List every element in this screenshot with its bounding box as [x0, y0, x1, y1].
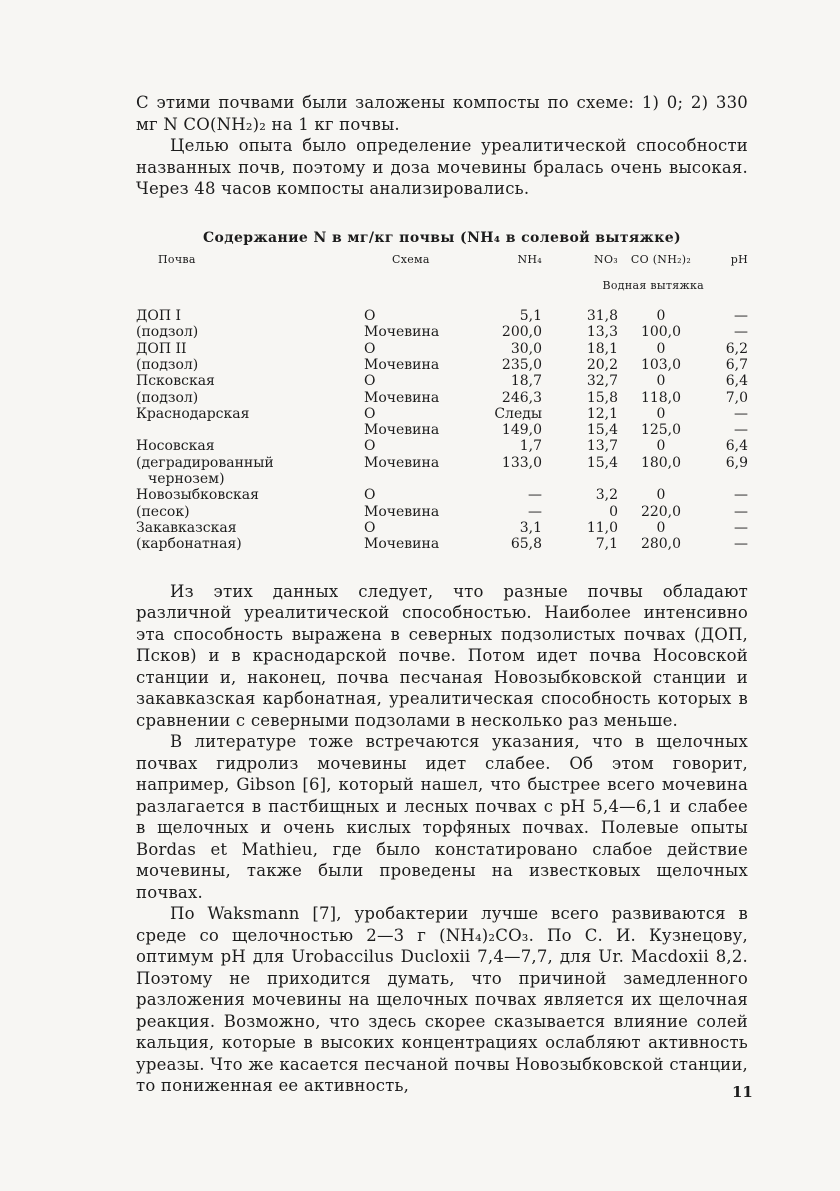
body-paragraph-3: По Waksmann [7], уробактерии лучше всего развиваются в среде со щелочностью 2—3 г (NH₄)₂CO₃. По С. И. Кузнецову, оптимум pH для Urobaccilus Ducloxii 7,4—7,7, для Ur. Macdoxii 8,2. Поэтому не приходится думать, что причиной замедленного разложения мочевины на щелочных почвах является их щелочная реакция. Возможно, что здесь скорее сказывается влияние солей кальция, которые в высоких концентрациях ослабляют активность уреазы. Что же касается песчаной почвы Новозыбковской станции, то пониженная ее активность,	[136, 904, 748, 1096]
table-row	[136, 422, 748, 438]
header-nh4: NH₄	[517, 252, 542, 266]
table-row	[136, 471, 748, 487]
cell-scheme: О	[364, 519, 376, 536]
cell-nh4: 200,0	[501, 324, 542, 341]
cell-soil: ДОП I	[136, 308, 182, 325]
cell-nh4	[484, 471, 542, 487]
table-row	[136, 341, 748, 357]
cell-soil: (карбонатная)	[136, 536, 242, 553]
table-row	[136, 373, 748, 389]
cell-ph: —	[734, 422, 748, 439]
cell-no3: 15,8	[586, 389, 618, 406]
cell-scheme: Мочевина	[364, 389, 440, 406]
cell-urea: 0	[656, 308, 666, 325]
cell-scheme: О	[364, 340, 376, 357]
cell-urea: 118,0	[640, 389, 682, 406]
cell-scheme: Мочевина	[364, 536, 440, 553]
cell-ph: 6,2	[725, 340, 748, 357]
cell-scheme: О	[364, 487, 376, 504]
cell-urea: 0	[656, 340, 666, 357]
header-scheme: Схема	[392, 252, 430, 266]
cell-urea: 0	[656, 487, 666, 504]
cell-no3: 3,2	[595, 487, 618, 504]
header-ph: pH	[730, 252, 748, 266]
cell-scheme: О	[364, 405, 376, 422]
cell-no3: 11,0	[586, 519, 618, 536]
cell-soil: Псковская	[136, 373, 215, 390]
table-caption: Содержание N в мг/кг почвы (NH₄ в солевой вытяжке)	[202, 229, 682, 246]
cell-ph: —	[734, 487, 748, 504]
cell-nh4: 1,7	[519, 438, 542, 455]
cell-nh4: 3,1	[519, 519, 542, 536]
table-row	[136, 504, 748, 520]
cell-soil: чернозем)	[148, 471, 225, 488]
cell-no3: 20,2	[586, 356, 618, 373]
table-header-row	[136, 252, 748, 276]
cell-ph: —	[734, 519, 748, 536]
cell-nh4: 30,0	[510, 340, 542, 357]
soil-nitrogen-table	[136, 252, 748, 553]
cell-nh4: 133,0	[501, 454, 542, 471]
cell-soil: (подзол)	[136, 389, 199, 406]
page-number: 11	[732, 1083, 753, 1101]
header-soil: Почва	[158, 252, 196, 266]
cell-scheme: Мочевина	[364, 324, 440, 341]
cell-nh4: —	[528, 503, 542, 520]
table-row	[136, 357, 748, 373]
subheader-water-extract: Водная вытяжка	[602, 278, 704, 292]
cell-urea: 0	[656, 405, 666, 422]
cell-nh4: —	[528, 487, 542, 504]
intro-paragraph-2: Целью опыта было определение уреалитической способности названных почв, поэтому и доза мочевины бралась очень высокая. Через 48 часов компосты анализировались.	[136, 136, 748, 198]
cell-nh4: 65,8	[510, 536, 542, 553]
cell-scheme: Мочевина	[364, 503, 440, 520]
cell-no3: 13,7	[586, 438, 618, 455]
cell-ph: 6,9	[725, 454, 748, 471]
cell-nh4: 18,7	[510, 373, 542, 390]
cell-no3: 31,8	[586, 308, 618, 325]
cell-urea: 0	[656, 519, 666, 536]
cell-nh4: Следы	[494, 405, 542, 422]
table-row	[136, 536, 748, 552]
header-urea: CO (NH₂)₂	[630, 252, 692, 266]
cell-ph: 7,0	[725, 389, 748, 406]
table-row	[136, 487, 748, 503]
cell-nh4: 149,0	[501, 422, 542, 439]
table-row	[136, 438, 748, 454]
cell-no3: 13,3	[586, 324, 618, 341]
cell-soil: (подзол)	[136, 356, 199, 373]
cell-no3	[542, 471, 618, 487]
cell-nh4: 246,3	[501, 389, 542, 406]
table-row	[136, 520, 748, 536]
table-row	[136, 324, 748, 340]
cell-scheme: Мочевина	[364, 356, 440, 373]
cell-nh4: 235,0	[501, 356, 542, 373]
table-body	[136, 308, 748, 552]
cell-no3: 15,4	[586, 422, 618, 439]
cell-ph: —	[734, 536, 748, 553]
cell-urea	[618, 471, 704, 487]
table-row	[136, 455, 748, 471]
cell-ph: 6,7	[725, 356, 748, 373]
page-content	[136, 92, 748, 1097]
body-paragraph-2: В литературе тоже встречаются указания, что в щелочных почвах гидролиз мочевины идет слабее. Об этом говорит, например, Gibson [6], который нашел, что быстрее всего мочевина разлагается в пастбищных и лесных почвах с pH 5,4—6,1 и слабее в щелочных и очень кислых торфяных почвах. Полевые опыты Bordas et Mathieu, где было констатировано слабое действие мочевины, также были проведены на известковых щелочных почвах.	[136, 732, 748, 902]
cell-urea: 100,0	[640, 324, 682, 341]
cell-urea: 180,0	[640, 454, 682, 471]
cell-ph	[704, 471, 748, 487]
cell-ph: —	[734, 405, 748, 422]
cell-urea: 0	[656, 438, 666, 455]
table-row	[136, 406, 748, 422]
cell-no3: 18,1	[586, 340, 618, 357]
cell-soil: Краснодарская	[136, 405, 250, 422]
cell-urea: 125,0	[640, 422, 682, 439]
cell-scheme: Мочевина	[364, 422, 440, 439]
cell-scheme: О	[364, 438, 376, 455]
cell-ph: —	[734, 308, 748, 325]
cell-scheme: Мочевина	[364, 454, 440, 471]
table-row	[136, 390, 748, 406]
intro-paragraph-1: С этими почвами были заложены компосты по схеме: 1) 0; 2) 330 мг N CO(NH₂)₂ на 1 кг почвы.	[136, 93, 748, 134]
cell-soil	[136, 422, 364, 438]
cell-no3: 15,4	[586, 454, 618, 471]
cell-nh4: 5,1	[519, 308, 542, 325]
table-row	[136, 308, 748, 324]
body-paragraph-1: Из этих данных следует, что разные почвы обладают различной уреалитической способностью. Наиболее интенсивно эта способность выражена в северных подзолистых почвах (ДОП, Псков) и в краснодарской почве. Потом идет почва Носовской станции и, наконец, почва песчаная Новозыбковской станции и закавказская карбонатная, уреалитическая способность которых в сравнении с северными подзолами в несколько раз меньше.	[136, 581, 748, 730]
cell-urea: 220,0	[640, 503, 682, 520]
cell-scheme	[364, 471, 484, 487]
cell-ph: 6,4	[725, 438, 748, 455]
cell-soil: (деградированный	[136, 454, 274, 471]
cell-urea: 0	[656, 373, 666, 390]
cell-soil: (песок)	[136, 503, 190, 520]
cell-ph: —	[734, 503, 748, 520]
cell-ph: —	[734, 324, 748, 341]
cell-soil: ДОП II	[136, 340, 187, 357]
cell-no3: 32,7	[586, 373, 618, 390]
cell-soil: Закавказская	[136, 519, 237, 536]
cell-no3: 0	[609, 503, 618, 520]
cell-soil: Носовская	[136, 438, 215, 455]
cell-scheme: О	[364, 308, 376, 325]
cell-scheme: О	[364, 373, 376, 390]
cell-soil: Новозыбковская	[136, 487, 259, 504]
header-no3: NO₃	[594, 252, 618, 266]
table-subheader-row	[136, 276, 748, 308]
cell-no3: 12,1	[586, 405, 618, 422]
cell-no3: 7,1	[595, 536, 618, 553]
cell-ph: 6,4	[725, 373, 748, 390]
cell-urea: 280,0	[640, 536, 682, 553]
cell-urea: 103,0	[640, 356, 682, 373]
cell-soil: (подзол)	[136, 324, 199, 341]
